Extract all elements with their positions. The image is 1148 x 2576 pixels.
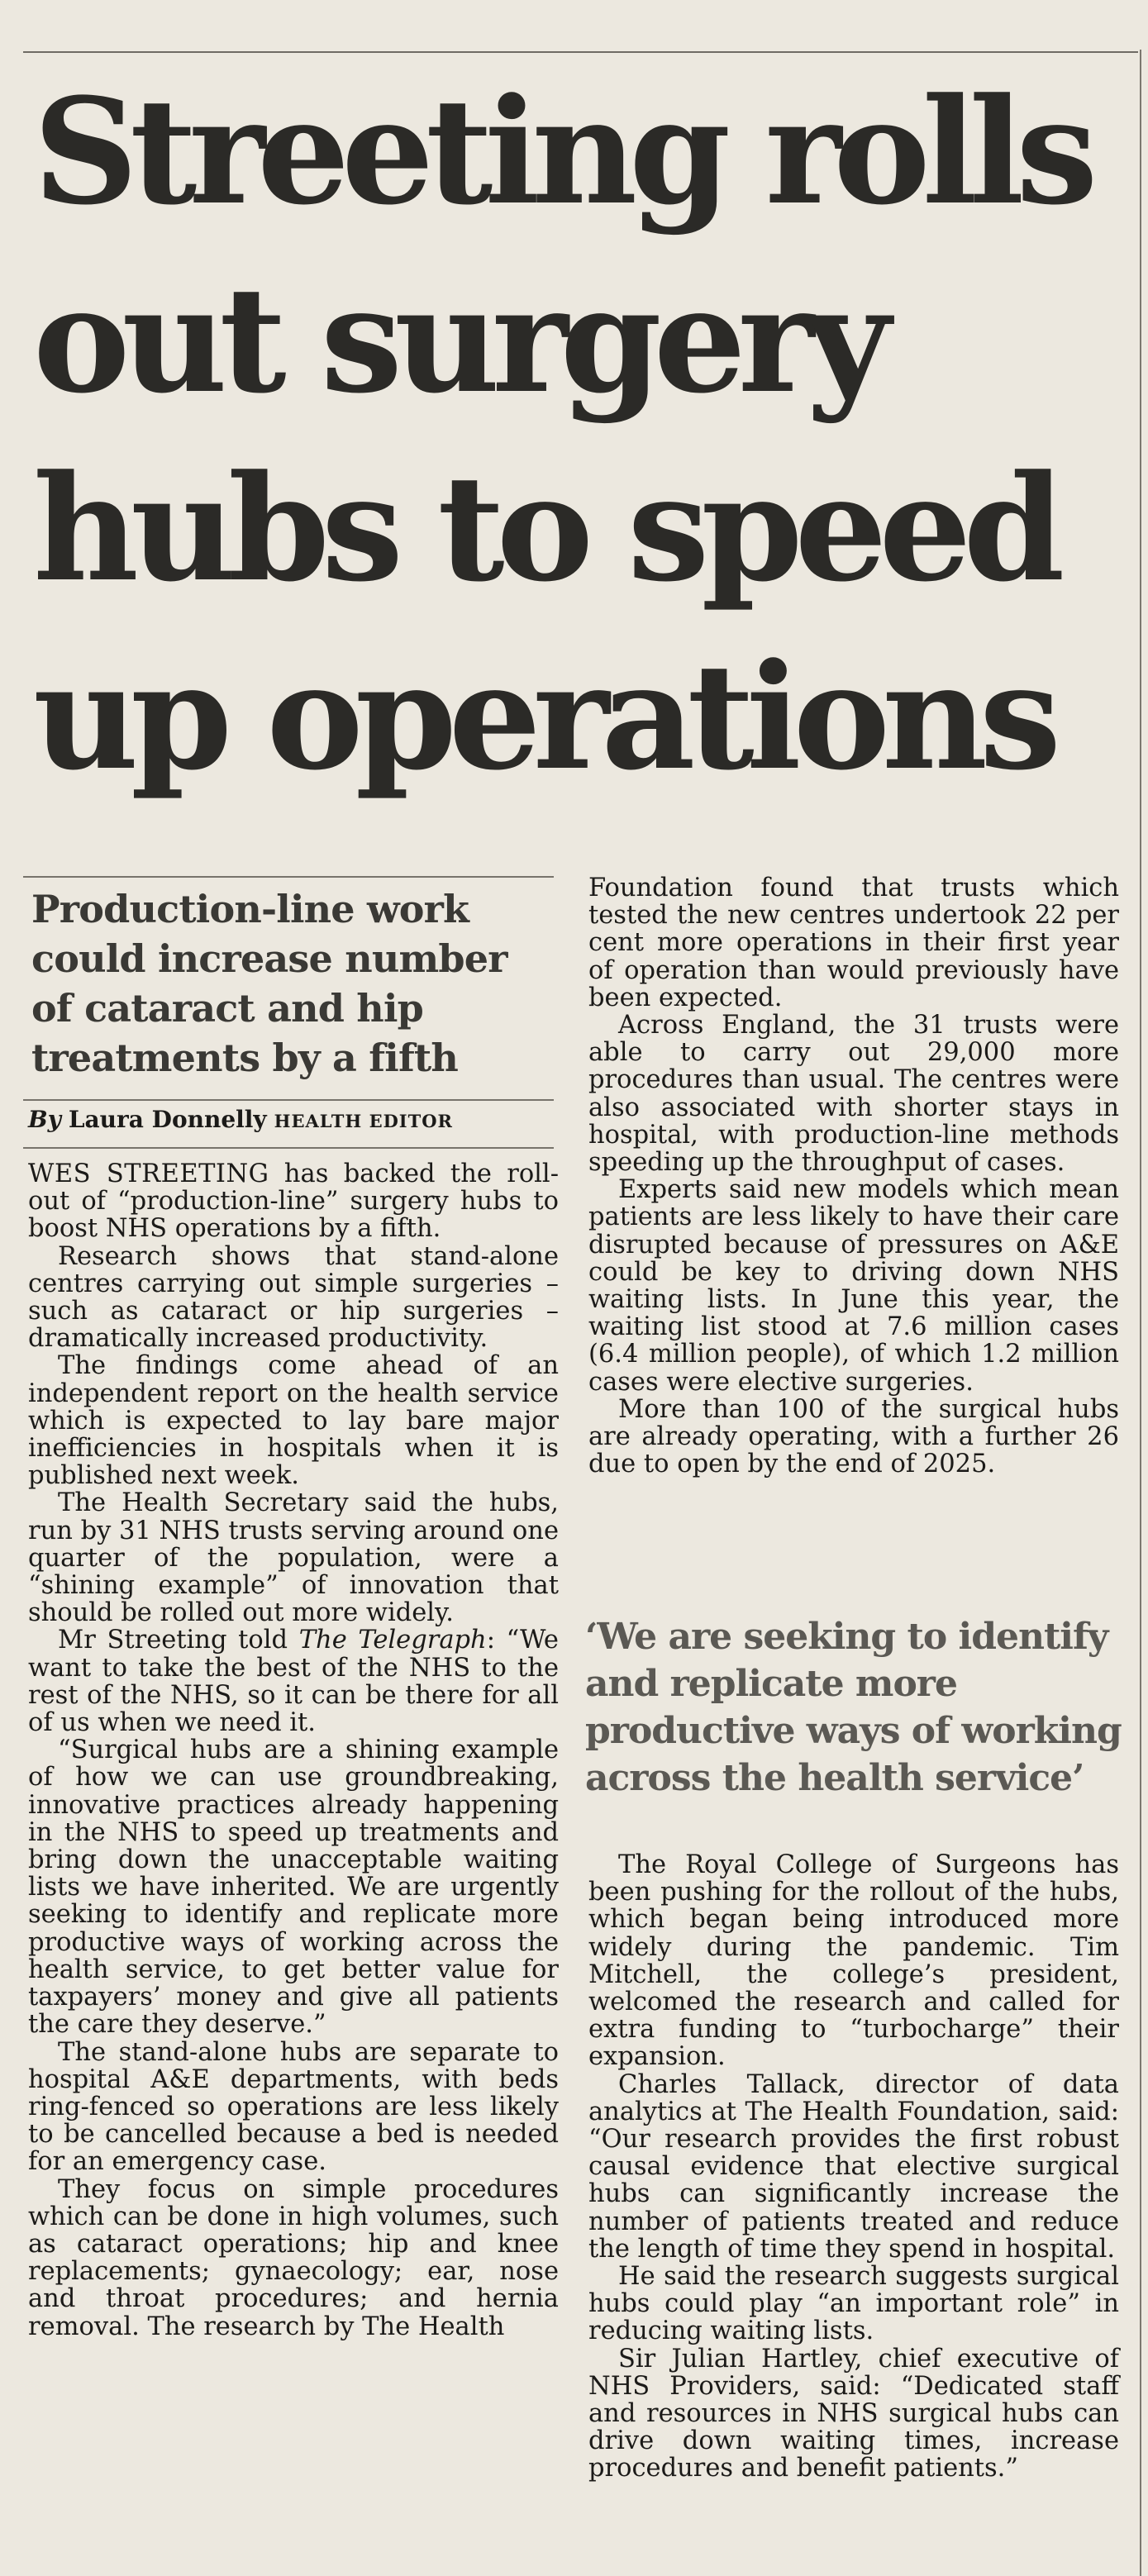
headline-line: out surgery	[33, 255, 883, 426]
paragraph: The findings come ahead of an independent report on the health service which is expected to lay bare major inefficiencies in hospitals when it is published next week.	[28, 1351, 559, 1491]
paragraph-text: Mr Streeting told	[58, 1626, 299, 1655]
lead-paragraph	[28, 1160, 559, 1243]
standfirst-line: treatments by a fifth	[31, 1036, 459, 1080]
standfirst-line: of cataract and hip	[31, 986, 423, 1031]
byline-role: HEALTH EDITOR	[274, 1111, 453, 1131]
headline-line: up operations	[33, 631, 1054, 802]
paragraph: Charles Tallack, director of data analytics at The Health Foundation, said: “Our research provides the first robust causal evidence that elective surgical hubs can significantly increase the number of patients treated and reduce the length of time they spend in hospital.	[588, 2069, 1119, 2264]
top-rule	[23, 51, 1138, 53]
paragraph: Across England, the 31 trusts were able to carry out 29,000 more procedures than usual. The centres were also associated with shorter stays in hospital, with production-line methods speeding up the throughput of cases.	[588, 1011, 1119, 1178]
publication-name: The Telegraph	[298, 1626, 487, 1655]
headline	[33, 58, 1108, 812]
paragraph: They focus on simple procedures which can be done in high volumes, such as cataract operations; hip and knee replacements; gynaecology; ear, nose and throat procedures; and hernia removal. The research by The Health	[28, 2174, 559, 2341]
paragraph: The stand-alone hubs are separate to hospital A&E departments, with beds ring-fenced so operations are less likely to be cancelled because a bed is needed for an emergency case.	[28, 2037, 559, 2177]
paragraph: More than 100 of the surgical hubs are already operating, with a further 26 due to open by the end of 2025.	[588, 1394, 1119, 1479]
byline-by: By	[28, 1106, 61, 1133]
pull-quote-line: across the health service’	[585, 1757, 1084, 1799]
lead-caps: WES STREETING	[28, 1159, 269, 1188]
page-edge-rule	[1140, 50, 1141, 2576]
paragraph: Experts said new models which mean patients are less likely to have their care disrupted because of pressures on A&E could be key to driving down NHS waiting lists. In June this year, the waiting list stood at 7.6 million cases (6.4 million people), of which 1.2 million cases were elective surgeries.	[588, 1175, 1119, 1397]
byline-author: Laura Donnelly	[68, 1106, 267, 1133]
byline	[28, 1106, 557, 1133]
paragraph-text: : “We want to take the best of the NHS to the rest of the NHS, so it can be there for all of us when we need it.	[28, 1626, 559, 1738]
paragraph: The Royal College of Surgeons has been pushing for the rollout of the hubs, which began being introduced more widely during the pandemic. Tim Mitchell, the college’s president, welcomed the research and called for extra funding to “turbocharge” their expansion.	[588, 1850, 1119, 2072]
paragraph: Foundation found that trusts which tested the new centres undertook 22 per cent more operations in their first year of operation than would previously have been expected.	[588, 874, 1119, 1012]
standfirst-line: Production-line work	[31, 887, 469, 931]
pull-quote-line: productive ways of working	[585, 1710, 1122, 1752]
right-column-bottom	[588, 1851, 1119, 2483]
paragraph	[28, 1626, 559, 1736]
paragraph: Research shows that stand-alone centres carrying out simple surgeries – such as cataract or hip surgeries – dramatically increased productivity.	[28, 1241, 559, 1354]
standfirst-line: could increase number	[31, 936, 507, 981]
paragraph: He said the research suggests surgical hubs could play “an important role” in reducing waiting lists.	[588, 2262, 1119, 2346]
left-column	[28, 1160, 559, 2340]
right-column-top	[588, 874, 1119, 1478]
byline-bottom-rule	[23, 1147, 554, 1149]
pull-quote-line: and replicate more	[585, 1663, 957, 1705]
headline-line: Streeting rolls	[33, 66, 1090, 237]
paragraph: The Health Secretary said the hubs, run by 31 NHS trusts serving around one quarter of the population, were a “shining example” of innovation that should be rolled out more widely.	[28, 1488, 559, 1628]
byline-top-rule	[23, 1099, 554, 1101]
lead-text: has backed the roll-out of “production-line” surgery hubs to boost NHS operations by a fifth.	[28, 1159, 559, 1244]
standfirst-top-rule	[23, 876, 554, 878]
standfirst	[31, 884, 552, 1083]
paragraph: “Surgical hubs are a shining example of how we can use groundbreaking, innovative practices already happening in the NHS to speed up treatments and bring down the unacceptable waiting lists we have inherited. We are urgently seeking to identify and replicate more productive ways of working across the health service, to get better value for taxpayers’ money and give all patients the care they deserve.”	[28, 1736, 559, 2040]
paragraph: Sir Julian Hartley, chief executive of NHS Providers, said: “Dedicated staff and resources in NHS surgical hubs can drive down waiting times, increase procedures and benefit patients.”	[588, 2344, 1119, 2483]
headline-line: hubs to speed	[33, 443, 1057, 614]
pull-quote	[585, 1613, 1131, 1802]
pull-quote-line: ‘We are seeking to identify	[585, 1616, 1108, 1658]
